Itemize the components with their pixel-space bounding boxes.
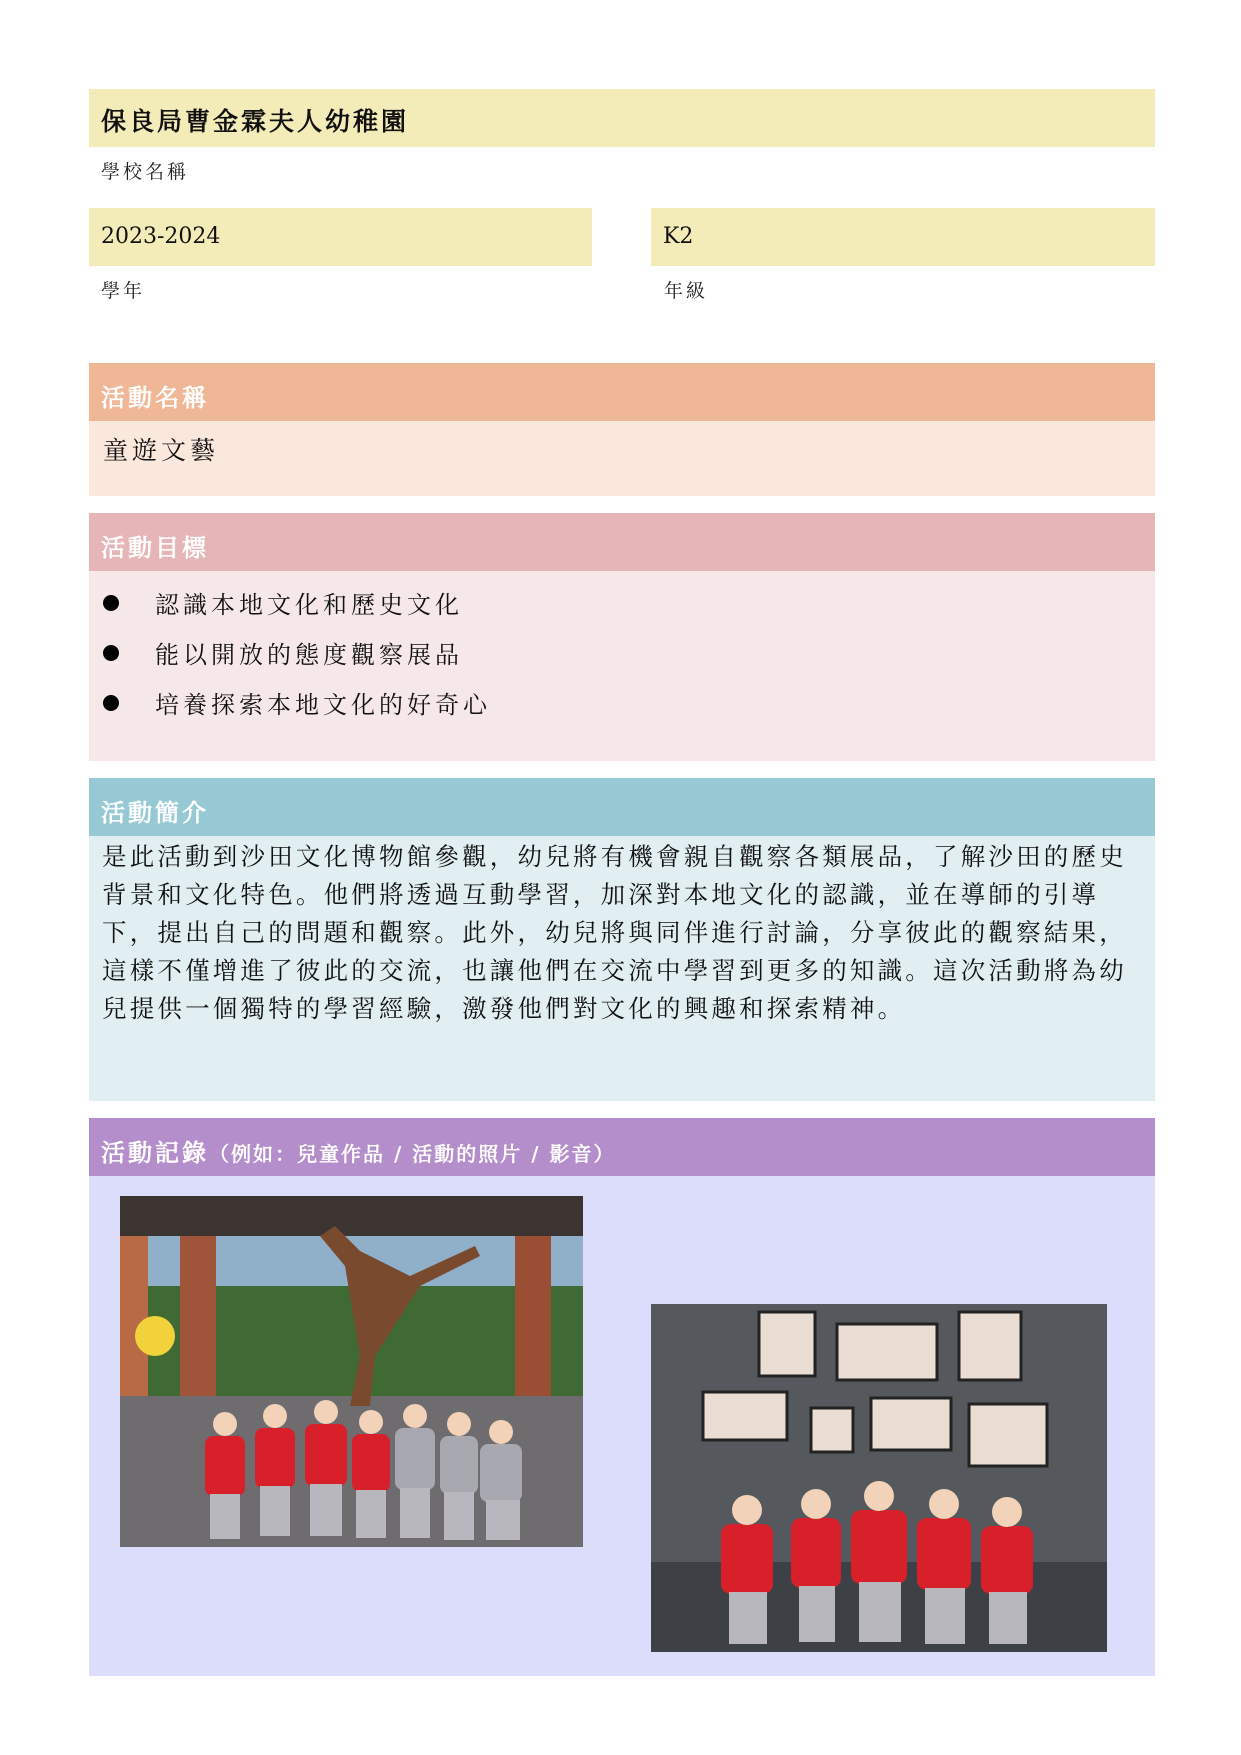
activity-photo-museum xyxy=(651,1304,1107,1652)
activity-name-heading-text: 活動名稱 xyxy=(101,384,209,412)
school-name-label: 學校名稱 xyxy=(101,161,190,183)
objectives-section xyxy=(89,571,1155,761)
grade-value: K2 xyxy=(663,224,694,249)
activity-name-heading xyxy=(89,363,1155,421)
objective-text: 認識本地文化和歷史文化 xyxy=(155,591,463,619)
record-heading xyxy=(89,1118,1155,1176)
bullet-icon xyxy=(103,595,119,611)
grade-field xyxy=(651,208,1155,266)
intro-heading-text: 活動簡介 xyxy=(101,799,209,827)
activity-name-section xyxy=(89,421,1155,496)
objectives-heading-text: 活動目標 xyxy=(101,534,209,562)
school-name: 保良局曹金霖夫人幼稚園 xyxy=(101,107,410,136)
activity-name-value: 童遊文藝 xyxy=(103,436,220,465)
record-heading-text xyxy=(101,1133,615,1168)
school-year-field xyxy=(89,208,592,266)
objective-text: 培養探索本地文化的好奇心 xyxy=(155,691,491,719)
grade-label: 年級 xyxy=(664,280,709,302)
bullet-icon xyxy=(103,645,119,661)
record-heading-main: 活動記錄 xyxy=(101,1139,209,1167)
activity-photo-statue xyxy=(120,1196,583,1547)
intro-section xyxy=(89,836,1155,1101)
school-name-field xyxy=(89,89,1155,147)
intro-paragraph: 是此活動到沙田文化博物館參觀，幼兒將有機會親自觀察各類展品，了解沙田的歷史背景和文化特色。他們將透過互動學習，加深對本地文化的認識，並在導師的引導下，提出自己的問題和觀察。此外，幼兒將與同伴進行討論，分享彼此的觀察結果，這樣不僅增進了彼此的交流，也讓他們在交流中學習到更多的知識。這次活動將為幼兒提供一個獨特的學習經驗，激發他們對文化的興趣和探索精神。 xyxy=(102,842,1127,1023)
objective-text: 能以開放的態度觀察展品 xyxy=(155,641,463,669)
museum-photo-illustration xyxy=(651,1304,1107,1652)
record-heading-sub: （例如：兒童作品 / 活動的照片 / 影音） xyxy=(209,1142,616,1166)
school-year-label: 學年 xyxy=(101,280,146,302)
statue-photo-illustration xyxy=(120,1196,583,1547)
objectives-heading xyxy=(89,513,1155,571)
intro-heading xyxy=(89,778,1155,836)
bullet-icon xyxy=(103,695,119,711)
school-year-value: 2023-2024 xyxy=(101,224,221,249)
